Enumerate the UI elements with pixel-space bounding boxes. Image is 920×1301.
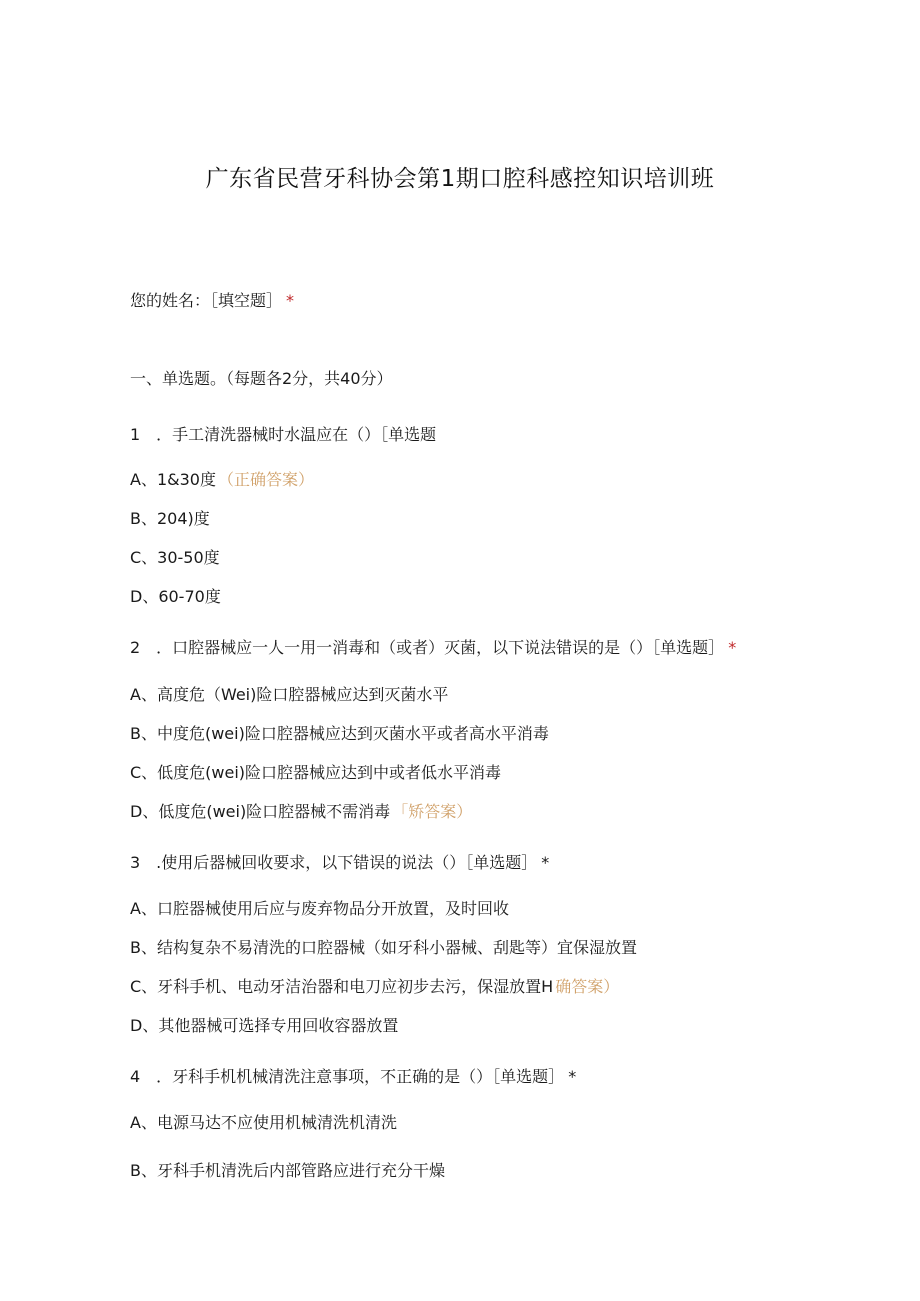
correct-answer-marker: （正确答案） (217, 470, 314, 489)
question-2-title (130, 635, 736, 658)
required-marker: * (728, 638, 737, 657)
required-marker: * (286, 291, 295, 310)
question-text: 3 .使用后器械回收要求，以下错误的说法（）［单选题］ (130, 853, 538, 872)
question-2-option-c[interactable]: C、低度危(wei)险口腔器械应达到中或者低水平消毒 (130, 763, 502, 782)
question-1-title: 1 ．手工清洗器械时水温应在（）［单选题 (130, 425, 437, 444)
name-field-label[interactable] (130, 288, 294, 311)
question-1-option-a[interactable] (130, 467, 314, 490)
option-text: C、牙科手机、电动牙洁治器和电刀应初步去污，保湿放置H (130, 977, 554, 996)
document-title: 广东省民营牙科协会第1期口腔科感控知识培训班 (205, 166, 715, 192)
option-text: A、1&30度 (130, 470, 216, 489)
question-1-option-d[interactable]: D、60-70度 (130, 587, 221, 606)
question-2-option-d[interactable] (130, 799, 472, 822)
question-4-option-b[interactable]: B、牙科手机清洗后内部管路应进行充分干燥 (130, 1161, 445, 1180)
question-text: 4 ．牙科手机机械清洗注意事项，不正确的是（）［单选题］ (130, 1067, 565, 1086)
question-2-option-b[interactable]: B、中度危(wei)险口腔器械应达到灭菌水平或者高水平消毒 (130, 724, 549, 743)
required-marker: * (541, 853, 550, 872)
question-2-option-a[interactable]: A、高度危（Wei)险口腔器械应达到灭菌水平 (130, 685, 449, 704)
question-3-title (130, 850, 549, 873)
name-field-text: 您的姓名：［填空题］ (130, 291, 283, 310)
question-3-option-c[interactable] (130, 974, 619, 997)
option-text: D、低度危(wei)险口腔器械不需消毒 (130, 802, 391, 821)
question-1-option-c[interactable]: C、30-50度 (130, 548, 220, 567)
correct-answer-marker: 确答案） (555, 977, 620, 996)
question-3-option-d[interactable]: D、其他器械可选择专用回收容器放置 (130, 1016, 399, 1035)
question-3-option-b[interactable]: B、结构复杂不易清洗的口腔器械（如牙科小器械、刮匙等）宜保湿放置 (130, 938, 637, 957)
question-3-option-a[interactable]: A、口腔器械使用后应与废弃物品分开放置，及时回收 (130, 899, 509, 918)
required-marker: * (568, 1067, 577, 1086)
question-1-option-b[interactable]: B、204)度 (130, 509, 210, 528)
section-heading: 一、单选题。（每题各2分，共40分） (130, 369, 393, 388)
correct-answer-marker: 「矫答案） (392, 802, 473, 821)
question-text: 2 ．口腔器械应一人一用一消毒和（或者）灭菌，以下说法错误的是（）［单选题］ (130, 638, 725, 657)
question-4-option-a[interactable]: A、电源马达不应使用机械清洗机清洗 (130, 1113, 397, 1132)
question-4-title (130, 1064, 576, 1087)
